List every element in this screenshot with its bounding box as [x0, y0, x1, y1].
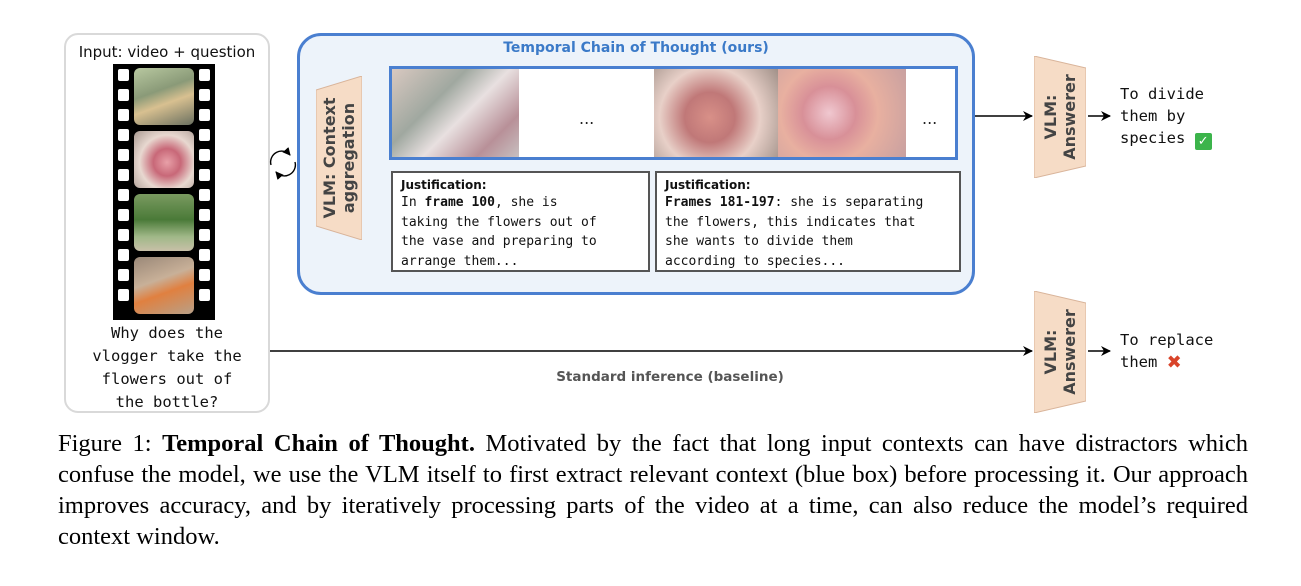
vlm-context-label-line2: aggregation [339, 102, 358, 214]
justification-body: : she is separating the flowers, this indicates that she wants to divide them according to species... [665, 195, 924, 269]
vlm-context-label-line1: VLM: Context [320, 97, 339, 219]
video-frame-bowl [654, 69, 778, 157]
iterate-cycle-icon [271, 151, 296, 176]
input-title: Input: video + question [78, 43, 256, 61]
justification-text-2 [665, 193, 951, 271]
justification-title: Justification: [665, 178, 751, 192]
baseline-label: Standard inference (baseline) [556, 369, 784, 385]
justification-frame-ref: frame 100 [424, 195, 495, 210]
vlm-answerer-label-line1: VLM: [1041, 329, 1060, 375]
vlm-answerer-top-block [1034, 56, 1086, 178]
answer-bottom [1120, 329, 1213, 374]
justification-body: , she is taking the flowers out of the vase and preparing to arrange them... [401, 195, 597, 269]
vlm-answerer-label [1041, 74, 1079, 160]
check-icon: ✓ [1195, 133, 1212, 150]
vlm-answerer-label-line2: Answerer [1060, 309, 1079, 395]
justification-title: Justification: [401, 178, 487, 192]
justification-prefix: In [401, 195, 425, 210]
input-question: Why does the vlogger take the flowers out of the bottle? [92, 324, 242, 411]
frames-ellipsis: ... [922, 109, 938, 128]
cross-icon: ✖ [1166, 352, 1182, 373]
vlm-answerer-label-line2: Answerer [1060, 74, 1079, 160]
caption-bold-title: Temporal Chain of Thought. [162, 430, 475, 457]
caption-text: Motivated by the fact that long input contexts can have distractors which confuse the model, we use the VLM itself to first extract relevant context (blue box) before processing it. Our approach improves accuracy, and by iteratively processing parts of the video at a time, can also reduce the model’s required context window. [58, 430, 1248, 550]
video-frame-roses [778, 69, 906, 157]
justification-frame-ref: Frames 181-197 [665, 195, 775, 210]
figure-caption [58, 428, 1248, 552]
answer-bottom-text: To replace them [1120, 331, 1214, 371]
tcot-title: Temporal Chain of Thought (ours) [503, 40, 769, 56]
answer-top [1120, 83, 1212, 150]
caption-prefix: Figure 1: [58, 430, 163, 457]
video-frames-row [389, 66, 958, 160]
justification-box-2 [655, 171, 961, 272]
video-frame-vase [392, 69, 519, 157]
vlm-context-aggregation-block [316, 76, 362, 240]
vlm-context-label [320, 97, 358, 218]
justification-text-1 [401, 193, 640, 271]
frames-ellipsis: ... [579, 109, 595, 128]
answer-top-text: To divide them by species [1120, 85, 1204, 147]
vlm-answerer-bottom-block [1034, 291, 1086, 413]
justification-box-1 [391, 171, 650, 272]
vlm-answerer-label [1041, 309, 1079, 395]
vlm-answerer-label-line1: VLM: [1041, 94, 1060, 140]
